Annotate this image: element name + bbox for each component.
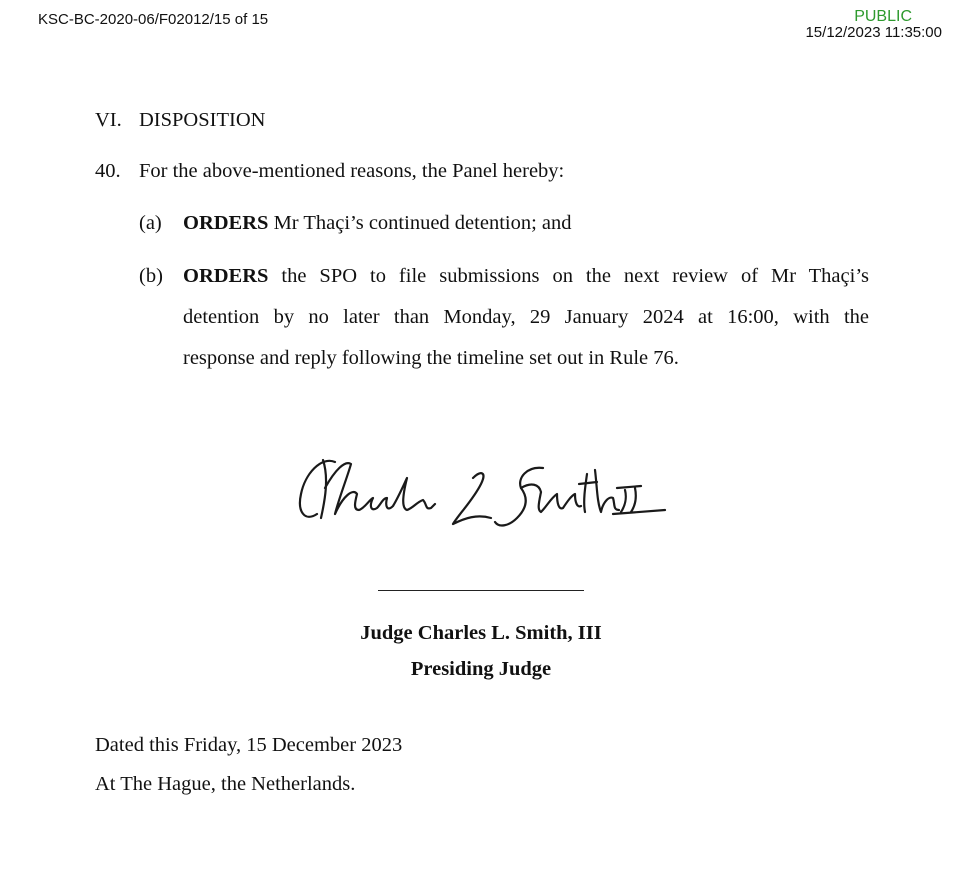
judge-role: Presiding Judge [410,658,552,680]
place-line: At The Hague, the Netherlands. [95,773,356,795]
item-b-verb: ORDERS [183,265,269,287]
item-a-verb: ORDERS [183,212,269,234]
item-b-line2: detention by no later than Monday, 29 January 2024 at 16:00, with the [183,306,869,328]
section-number: VI. [95,109,122,131]
paragraph-intro-text: For the above-mentioned reasons, the Panel hereby: [139,160,565,182]
signature-line [378,590,584,591]
judge-name: Judge Charles L. Smith, III [360,622,602,644]
date-line: Dated this Friday, 15 December 2023 [95,734,403,756]
paragraph-number: 40. [95,160,121,182]
section-heading [95,109,265,132]
document-reference: KSC-BC-2020-06/F02012/15 of 15 [38,11,269,28]
item-a-label: (a) [139,212,162,234]
item-b-label: (b) [139,265,163,287]
item-b-line3: response and reply following the timeline set out in Rule 76. [183,347,679,369]
handwritten-signature [295,448,675,543]
paragraph-intro [95,160,564,183]
classification-label: PUBLIC [854,8,912,25]
item-a-body: Mr Thaçi’s continued detention; and [268,212,572,234]
item-b-line1 [183,265,869,288]
item-b-line1-text: the SPO to file submissions on the next review of Mr Thaçi’s [268,265,869,287]
item-a-text [183,212,572,235]
document-header-meta [805,9,942,41]
timestamp: 15/12/2023 11:35:00 [805,24,942,41]
section-title: DISPOSITION [139,109,266,131]
